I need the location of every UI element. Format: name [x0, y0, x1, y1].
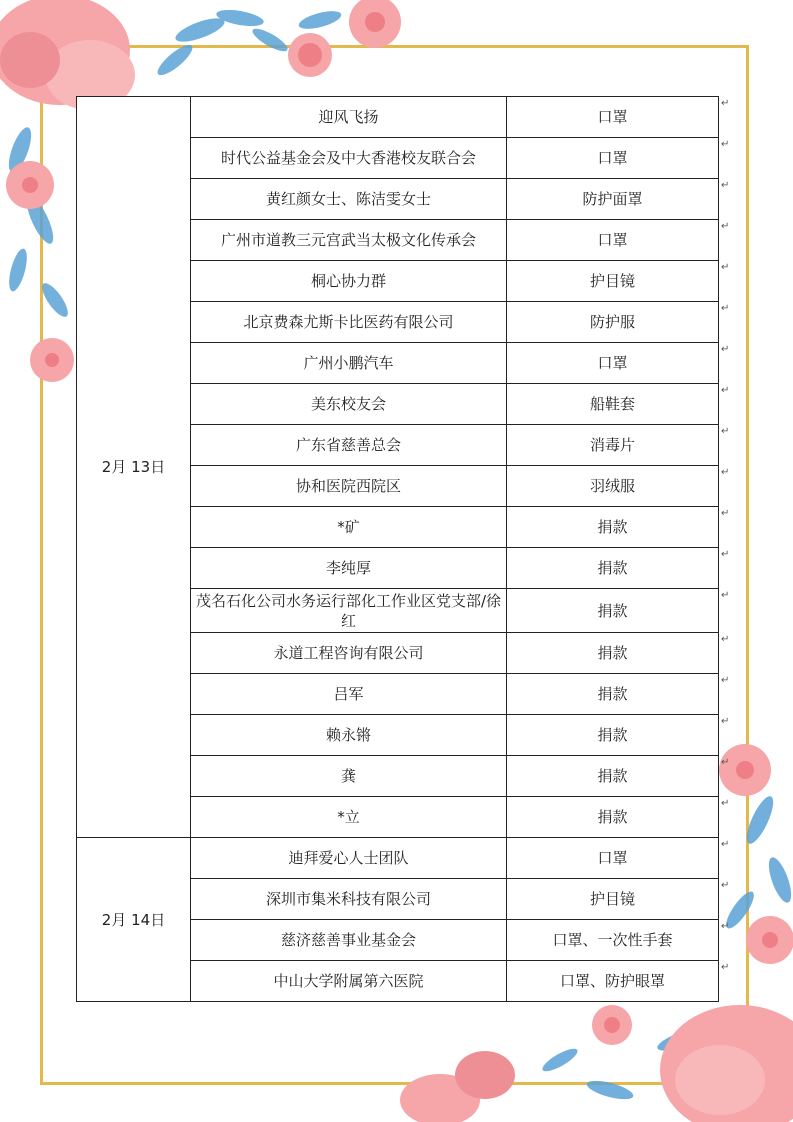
row-end-mark: ↵ [721, 715, 730, 727]
donor-name-cell: *矿 [191, 507, 507, 548]
row-end-mark: ↵ [721, 302, 730, 314]
donation-item-cell: 防护服 [507, 302, 719, 343]
donation-item-cell: 捐款 [507, 674, 719, 715]
donor-name-cell: 茂名石化公司水务运行部化工作业区党支部/徐红 [191, 589, 507, 633]
donor-name-cell: 迪拜爱心人士团队 [191, 838, 507, 879]
donor-name-cell: 龚 [191, 756, 507, 797]
donor-name-cell: 北京费森尤斯卡比医药有限公司 [191, 302, 507, 343]
donor-name-cell: 李纯厚 [191, 548, 507, 589]
donor-name-cell: 广州小鹏汽车 [191, 343, 507, 384]
donation-table [76, 96, 719, 1002]
donor-name-cell: 永道工程咨询有限公司 [191, 633, 507, 674]
donation-item-cell: 船鞋套 [507, 384, 719, 425]
donor-name-cell: 黄红颜女士、陈洁雯女士 [191, 179, 507, 220]
donation-item-cell: 口罩 [507, 138, 719, 179]
donation-item-cell: 口罩 [507, 343, 719, 384]
donor-name-cell: 桐心协力群 [191, 261, 507, 302]
row-end-mark: ↵ [721, 920, 730, 932]
row-end-mark: ↵ [721, 220, 730, 232]
row-end-mark: ↵ [721, 261, 730, 273]
donor-name-cell: 赖永锵 [191, 715, 507, 756]
donor-name-cell: 协和医院西院区 [191, 466, 507, 507]
donation-item-cell: 羽绒服 [507, 466, 719, 507]
donor-name-cell: 慈济慈善事业基金会 [191, 920, 507, 961]
donor-name-cell: 吕军 [191, 674, 507, 715]
row-end-mark: ↵ [721, 838, 730, 850]
date-cell: 2月 14日 [77, 838, 191, 1002]
donation-item-cell: 口罩 [507, 97, 719, 138]
row-end-mark: ↵ [721, 548, 730, 560]
row-end-mark: ↵ [721, 633, 730, 645]
donation-item-cell: 捐款 [507, 756, 719, 797]
donation-item-cell: 口罩 [507, 220, 719, 261]
row-end-mark: ↵ [721, 138, 730, 150]
donation-item-cell: 口罩、防护眼罩 [507, 961, 719, 1002]
donation-item-cell: 捐款 [507, 633, 719, 674]
donor-name-cell: 美东校友会 [191, 384, 507, 425]
date-cell: 2月 13日 [77, 97, 191, 838]
donation-item-cell: 捐款 [507, 548, 719, 589]
row-end-mark: ↵ [721, 179, 730, 191]
donor-name-cell: 广东省慈善总会 [191, 425, 507, 466]
donor-name-cell: *立 [191, 797, 507, 838]
donor-name-cell: 中山大学附属第六医院 [191, 961, 507, 1002]
row-end-mark: ↵ [721, 961, 730, 973]
row-end-mark: ↵ [721, 97, 730, 109]
table-row [77, 838, 719, 879]
row-end-mark: ↵ [721, 425, 730, 437]
donation-item-cell: 捐款 [507, 507, 719, 548]
row-end-mark: ↵ [721, 756, 730, 768]
row-end-mark: ↵ [721, 343, 730, 355]
donor-name-cell: 深圳市集米科技有限公司 [191, 879, 507, 920]
table-row [77, 97, 719, 138]
row-end-mark: ↵ [721, 466, 730, 478]
row-end-mark: ↵ [721, 507, 730, 519]
donation-item-cell: 防护面罩 [507, 179, 719, 220]
row-end-mark: ↵ [721, 879, 730, 891]
row-end-mark: ↵ [721, 674, 730, 686]
row-end-mark: ↵ [721, 384, 730, 396]
donation-item-cell: 捐款 [507, 589, 719, 633]
donation-item-cell: 口罩 [507, 838, 719, 879]
donor-name-cell: 迎风飞扬 [191, 97, 507, 138]
donation-item-cell: 消毒片 [507, 425, 719, 466]
donation-item-cell: 口罩、一次性手套 [507, 920, 719, 961]
donor-name-cell: 时代公益基金会及中大香港校友联合会 [191, 138, 507, 179]
donation-item-cell: 护目镜 [507, 261, 719, 302]
donation-item-cell: 捐款 [507, 797, 719, 838]
row-end-mark: ↵ [721, 797, 730, 809]
donor-name-cell: 广州市道教三元宫武当太极文化传承会 [191, 220, 507, 261]
row-end-mark: ↵ [721, 589, 730, 601]
donation-table-body [77, 97, 719, 1002]
donation-item-cell: 护目镜 [507, 879, 719, 920]
donation-item-cell: 捐款 [507, 715, 719, 756]
